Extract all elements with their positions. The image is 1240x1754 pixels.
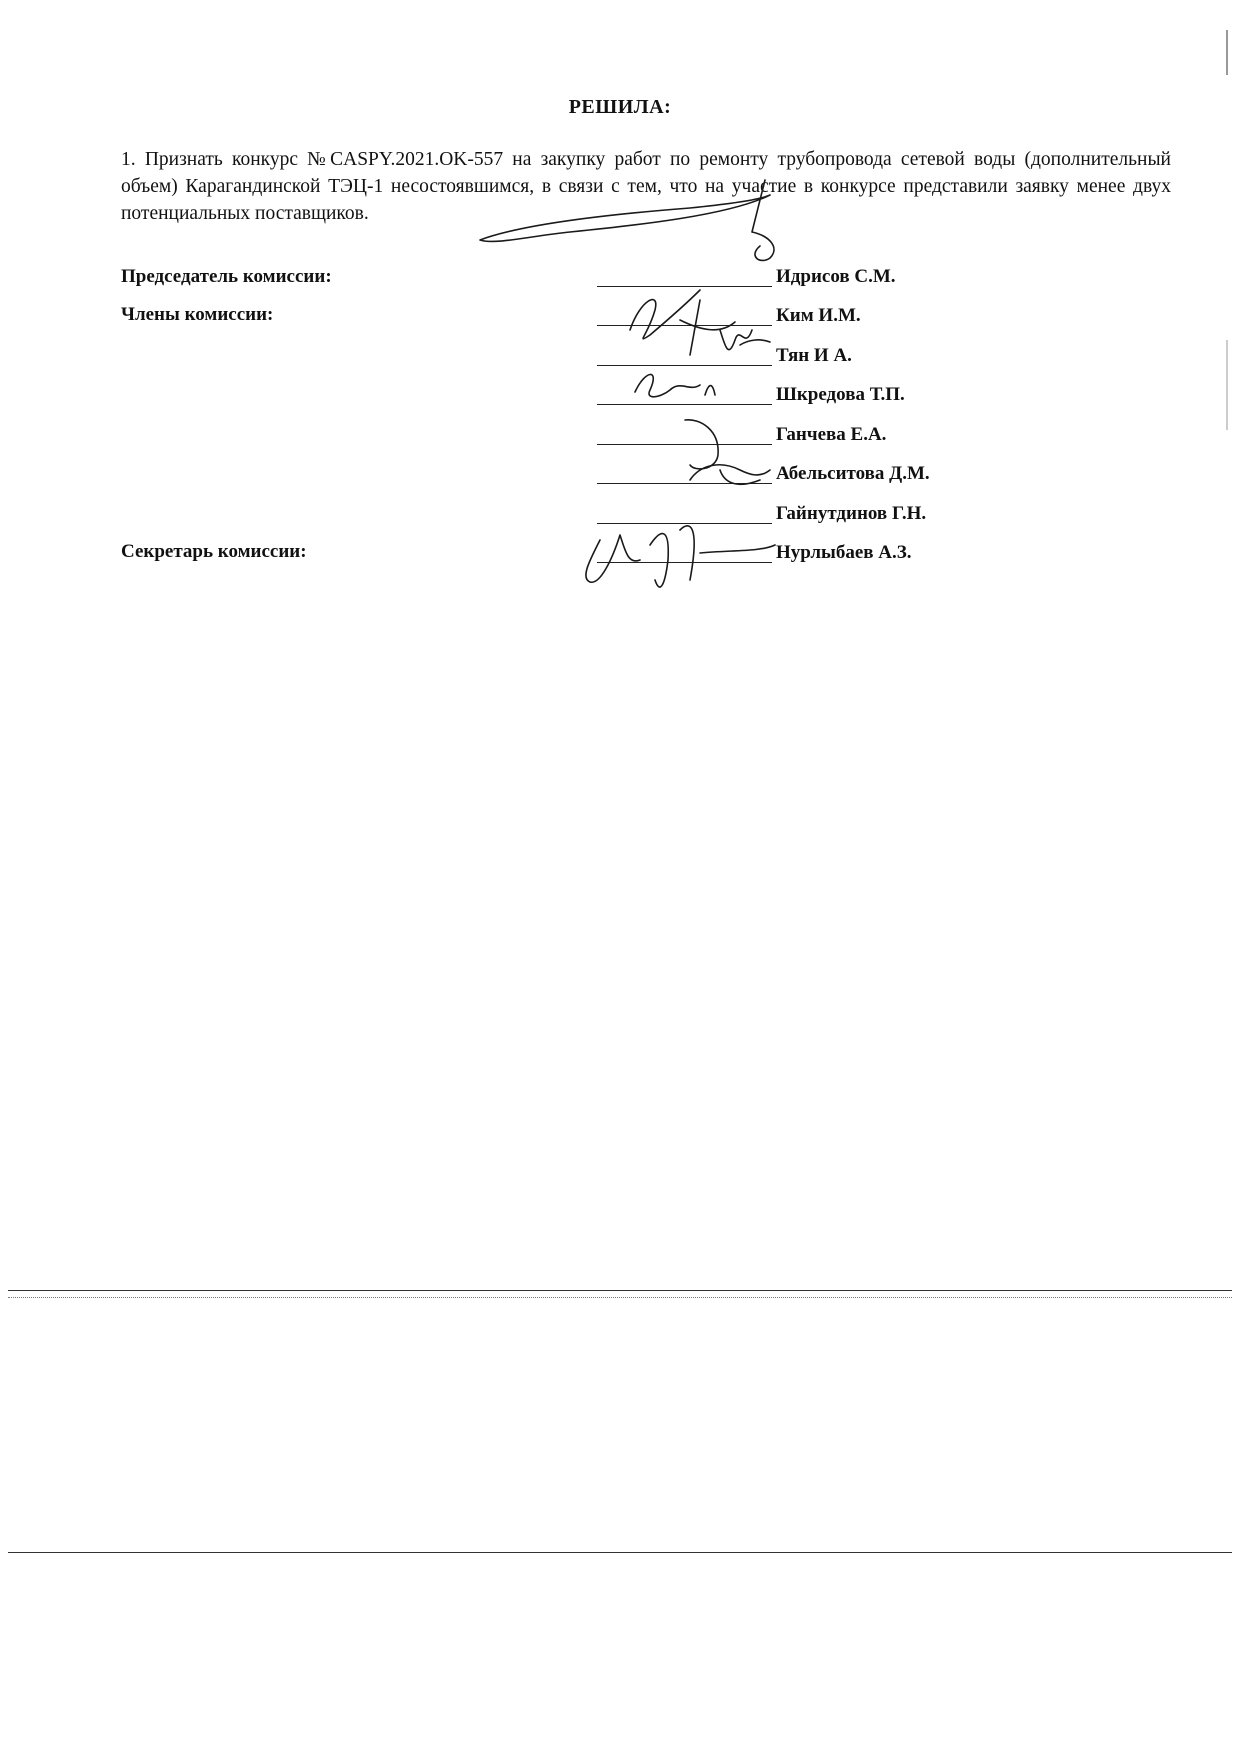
signature-line bbox=[597, 523, 772, 524]
signatory-name: Идрисов С.М. bbox=[776, 266, 896, 287]
signature-line bbox=[597, 404, 772, 405]
page-rule bbox=[8, 1290, 1232, 1291]
members-label: Члены комиссии: bbox=[121, 304, 274, 325]
signature-kim bbox=[630, 290, 735, 355]
signatory-name: Ганчева Е.А. bbox=[776, 424, 887, 445]
signature-line bbox=[597, 483, 772, 484]
signature-abelsitova bbox=[690, 465, 770, 485]
scan-edge-mark bbox=[1226, 340, 1228, 430]
page-rule bbox=[8, 1552, 1232, 1553]
secretary-label: Секретарь комиссии: bbox=[121, 541, 307, 562]
signature-line bbox=[597, 365, 772, 366]
signatory-name: Ким И.М. bbox=[776, 305, 861, 326]
section-heading: РЕШИЛА: bbox=[568, 96, 672, 118]
signatory-name: Нурлыбаев А.З. bbox=[776, 542, 912, 563]
signature-shkredova bbox=[635, 374, 715, 396]
signatory-name: Тян И А. bbox=[776, 345, 852, 366]
resolution-paragraph: 1. Признать конкурс №CASPY.2021.OK-557 на закупку работ по ремонту трубопровода сетевой воды (дополнительный объем) Карагандинской ТЭЦ-1 несостоявшимся, в связи с тем, что на участие в конкурсе представили заявку менее двух потенциальных поставщиков. bbox=[121, 149, 1171, 224]
scan-edge-mark bbox=[1226, 30, 1228, 75]
signature-line bbox=[597, 562, 772, 563]
signatory-name: Абельситова Д.М. bbox=[776, 463, 930, 484]
page-rule bbox=[8, 1297, 1232, 1298]
signature-line bbox=[597, 444, 772, 445]
signature-line bbox=[597, 325, 772, 326]
signature-line bbox=[597, 286, 772, 287]
signatory-name: Шкредова Т.П. bbox=[776, 384, 905, 405]
signatory-name: Гайнутдинов Г.Н. bbox=[776, 503, 927, 524]
chairman-label: Председатель комиссии: bbox=[121, 266, 332, 287]
signature-tyan bbox=[720, 330, 770, 350]
signature-nurlybaev bbox=[586, 526, 775, 587]
